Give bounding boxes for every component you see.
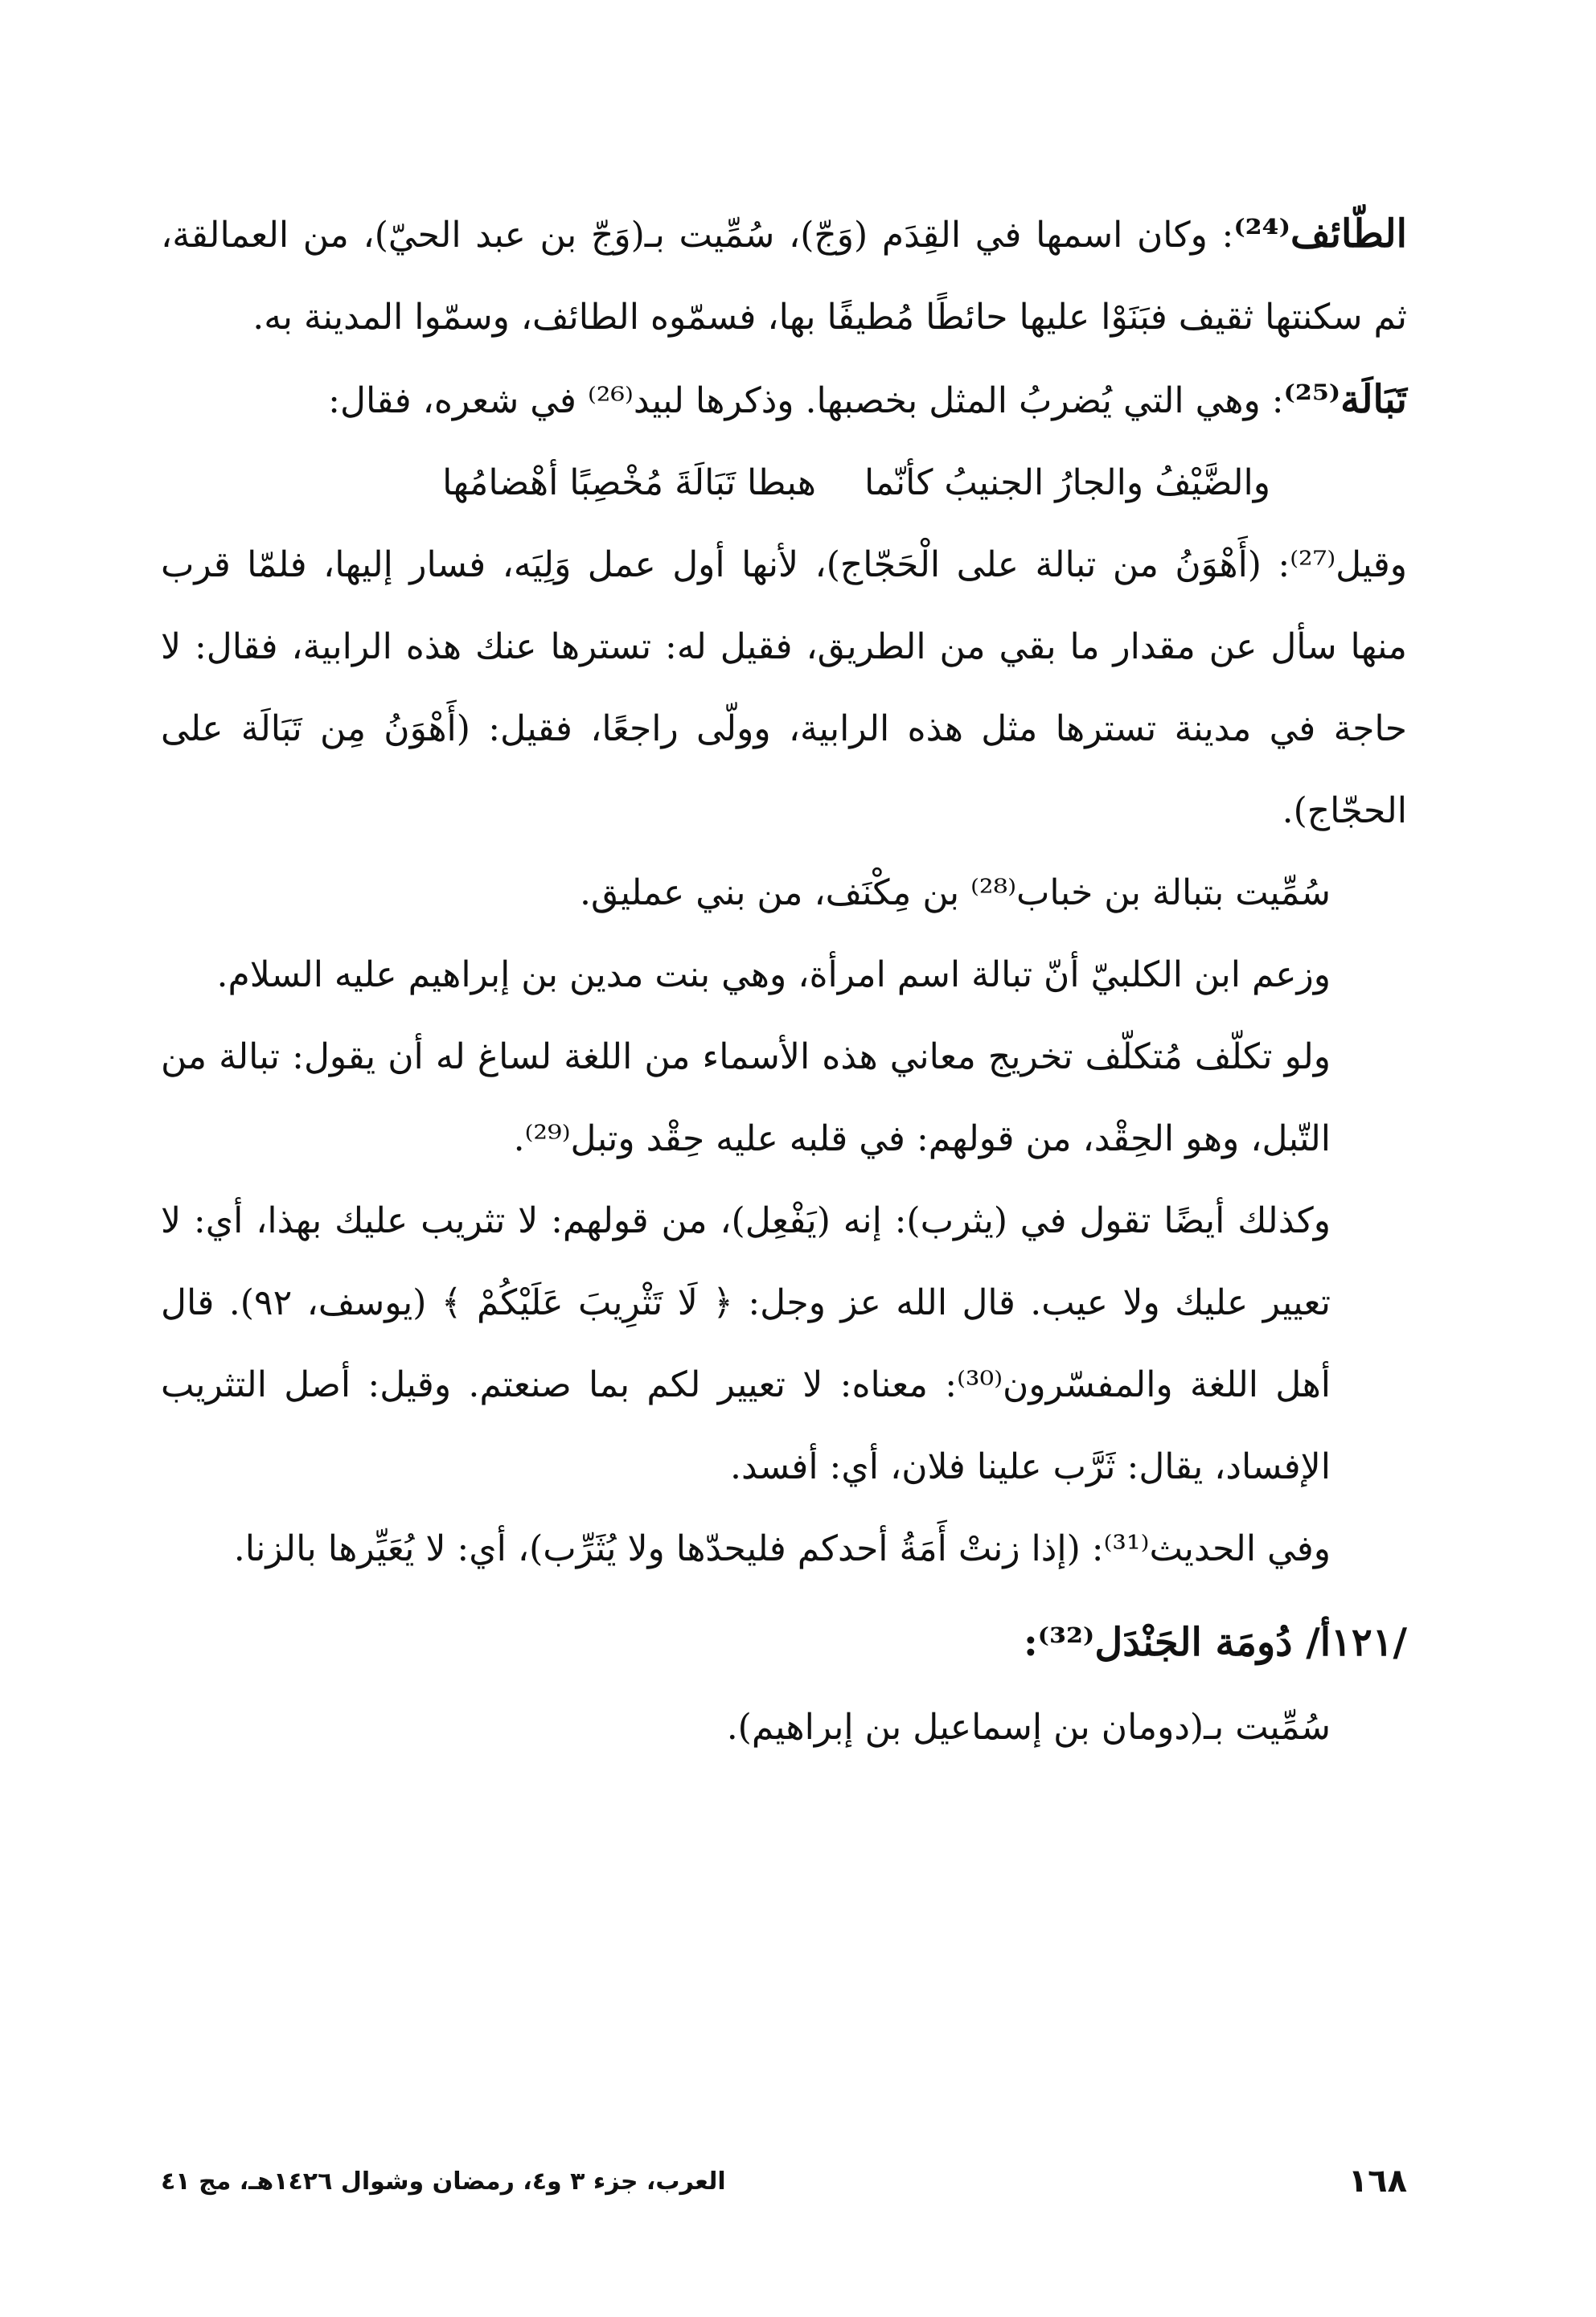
page-number: ١٦٨ [1348, 2163, 1407, 2200]
paragraph-naming: سُمِّيت بتبالة بن خباب⁽²⁸⁾ بن مِكْنَف، من بني عمليق. [580, 872, 1331, 913]
verse-first-hemistich: والضَّيْفُ والجارُ الجنيبُ كأنّما [864, 462, 1270, 503]
page-footer [161, 2163, 1407, 2200]
paragraph-etymology: ولو تكلّف مُتكلّف تخريج معاني هذه الأسماء من اللغة لساغ له أن يقول: تبالة من التّبل، وهو الحِقْد، من قولهم: في قلبه عليه حِقْد وتبل⁽²⁹⁾. [161, 1036, 1331, 1159]
page-body [161, 193, 1407, 1769]
paragraph-hadith: وفي الحديث⁽³¹⁾: (إذا زنتْ أَمَةُ أحدكم فليحدّها ولا يُثَرِّب)، أي: لا يُعَيِّرها بالزنا. [233, 1528, 1331, 1569]
paragraph-taif [161, 193, 1407, 359]
running-title: العرب، جزء ٣ و٤، رمضان وشوال ١٤٢٦هـ، مج ٤١ [161, 2167, 726, 2196]
entry-heading-dumat-aljandal [161, 1598, 1407, 1687]
paragraph-tabala [161, 359, 1407, 442]
folio-marker: /١٢١أ/ [1306, 1620, 1407, 1665]
paragraph-hajjaj: وقيل⁽²⁷⁾: (أَهْوَنُ من تبالة على الْحَجّاج)، لأنها أول عمل وَلِيَه، فسار إليها، فلمّا قرب منها سأل عن مقدار ما بقي من الطريق، فقيل له: تسترها عنك هذه الرابية، فقال: لا حاجة في مدينة تسترها مثل هذه الرابية، وولّى راجعًا، فقيل: (أَهْوَنُ مِن تَبَالَة على الحجّاج). [161, 544, 1407, 831]
paragraph-kalbi: وزعم ابن الكلبيّ أنّ تبالة اسم امرأة، وهي بنت مدين بن إبراهيم عليه السلام. [216, 954, 1331, 995]
entry-text: : وهي التي يُضربُ المثل بخصبها. وذكرها لبيد⁽²⁶⁾ في شعره، فقال: [328, 380, 1284, 421]
entry-term: تَبَالَة⁽²⁵⁾ [1283, 377, 1407, 422]
heading-colon: : [1023, 1620, 1038, 1665]
entry-term: دُومَة الجَنْدَل⁽³²⁾ [1037, 1620, 1293, 1665]
paragraph-dumat: سُمِّيت بـ(دومان بن إسماعيل بن إبراهيم). [726, 1707, 1331, 1748]
verse-second-hemistich: هبطا تَبَالَةَ مُخْصِبًا أهْضامُها [442, 462, 816, 503]
poem-verse [161, 442, 1407, 524]
paragraph-yathrib: وكذلك أيضًا تقول في (يثرب): إنه (يَفْعِل)، من قولهم: لا تثريب عليك بهذا، أي: لا تعيير عليك ولا عيب. قال الله عز وجل: ﴿ لَا تَثْرِيبَ عَلَيْكُمْ ﴾ (يوسف، ٩٢). قال أهل اللغة والمفسّرون⁽³⁰⁾: معناه: لا تعيير لكم بما صنعتم. وقيل: أصل التثريب الإفساد، يقال: ثَرَّب علينا فلان، أي: أفسد. [161, 1200, 1331, 1487]
entry-text: : وكان اسمها في القِدَم (وَجّ)، سُمِّيت بـ(وَجّ بن عبد الحيّ)، من العمالقة، ثم سكنتها ثقيف فبَنَوْا عليها حائطًا مُطيفًا بها، فسمّوه الطائف، وسمّوا المدينة به. [161, 215, 1407, 338]
entry-term: الطّائف⁽²⁴⁾ [1233, 211, 1407, 256]
